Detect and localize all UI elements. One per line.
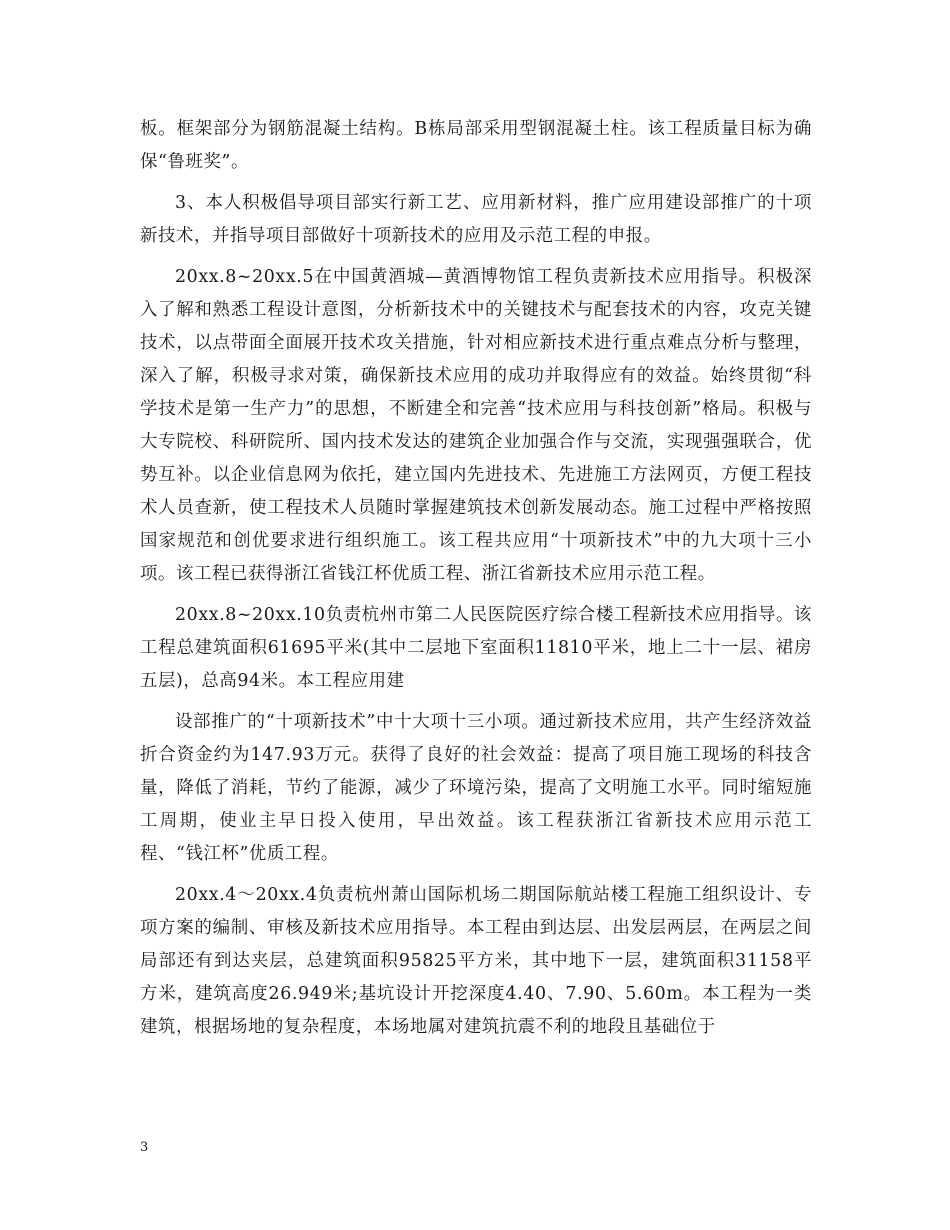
paragraph-6: 20xx.4～20xx.4负责杭州萧山国际机场二期国际航站楼工程施工组织设计、专项方案的编制、审核及新技术应用指导。本工程由到达层、出发层两层，在两层之间局部还有到达夹层，总建筑面积95825平方米，其中地下一层，建筑面积31158平方米，建筑高度26.949米;基坑设计开挖深度4.40、7.90、5.60m。本工程为一类建筑，根据场地的复杂程度，本场地属对建筑抗震不利的地段且基础位于 [140,885,812,1037]
paragraph-5: 设部推广的“十项新技术”中十大项十三小项。通过新技术应用，共产生经济效益折合资金约为147.93万元。获得了良好的社会效益：提高了项目施工现场的科技含量，降低了消耗，节约了能源，减少了环境污染，提高了文明施工水平。同时缩短施工周期，使业主早日投入使用，早出效益。该工程获浙江省新技术应用示范工程、“钱江杯”优质工程。 [140,712,812,864]
page-number: 3 [140,1140,149,1155]
paragraph-4: 20xx.8~20xx.10负责杭州市第二人民医院医疗综合楼工程新技术应用指导。该工程总建筑面积61695平米(其中二层地下室面积11810平米，地上二十一层、裙房五层)，总高94米。本工程应用建 [140,605,812,691]
paragraph-1: 板。框架部分为钢筋混凝土结构。B栋局部采用型钢混凝土柱。该工程质量目标为确保“鲁班奖”。 [140,119,812,172]
paragraph-3: 20xx.8~20xx.5在中国黄酒城—黄酒博物馆工程负责新技术应用指导。积极深入了解和熟悉工程设计意图，分析新技术中的关键技术与配套技术的内容，攻克关键技术，以点带面全面展开技术攻关措施，针对相应新技术进行重点难点分析与整理，深入了解，积极寻求对策，确保新技术应用的成功并取得应有的效益。始终贯彻“科学技术是第一生产力”的思想，不断建全和完善“技术应用与科技创新”格局。积极与大专院校、科研院所、国内技术发达的建筑企业加强合作与交流，实现强强联合，优势互补。以企业信息网为依托，建立国内先进技术、先进施工方法网页，方便工程技术人员查新，使工程技术人员随时掌握建筑技术创新发展动态。施工过程中严格按照国家规范和创优要求进行组织施工。该工程共应用“十项新技术”中的九大项十三小项。该工程已获得浙江省钱江杯优质工程、浙江省新技术应用示范工程。 [140,267,812,584]
paragraph-2: 3、本人积极倡导项目部实行新工艺、应用新材料，推广应用建设部推广的十项新技术，并指导项目部做好十项新技术的应用及示范工程的申报。 [140,193,812,246]
document-body [140,113,812,1052]
